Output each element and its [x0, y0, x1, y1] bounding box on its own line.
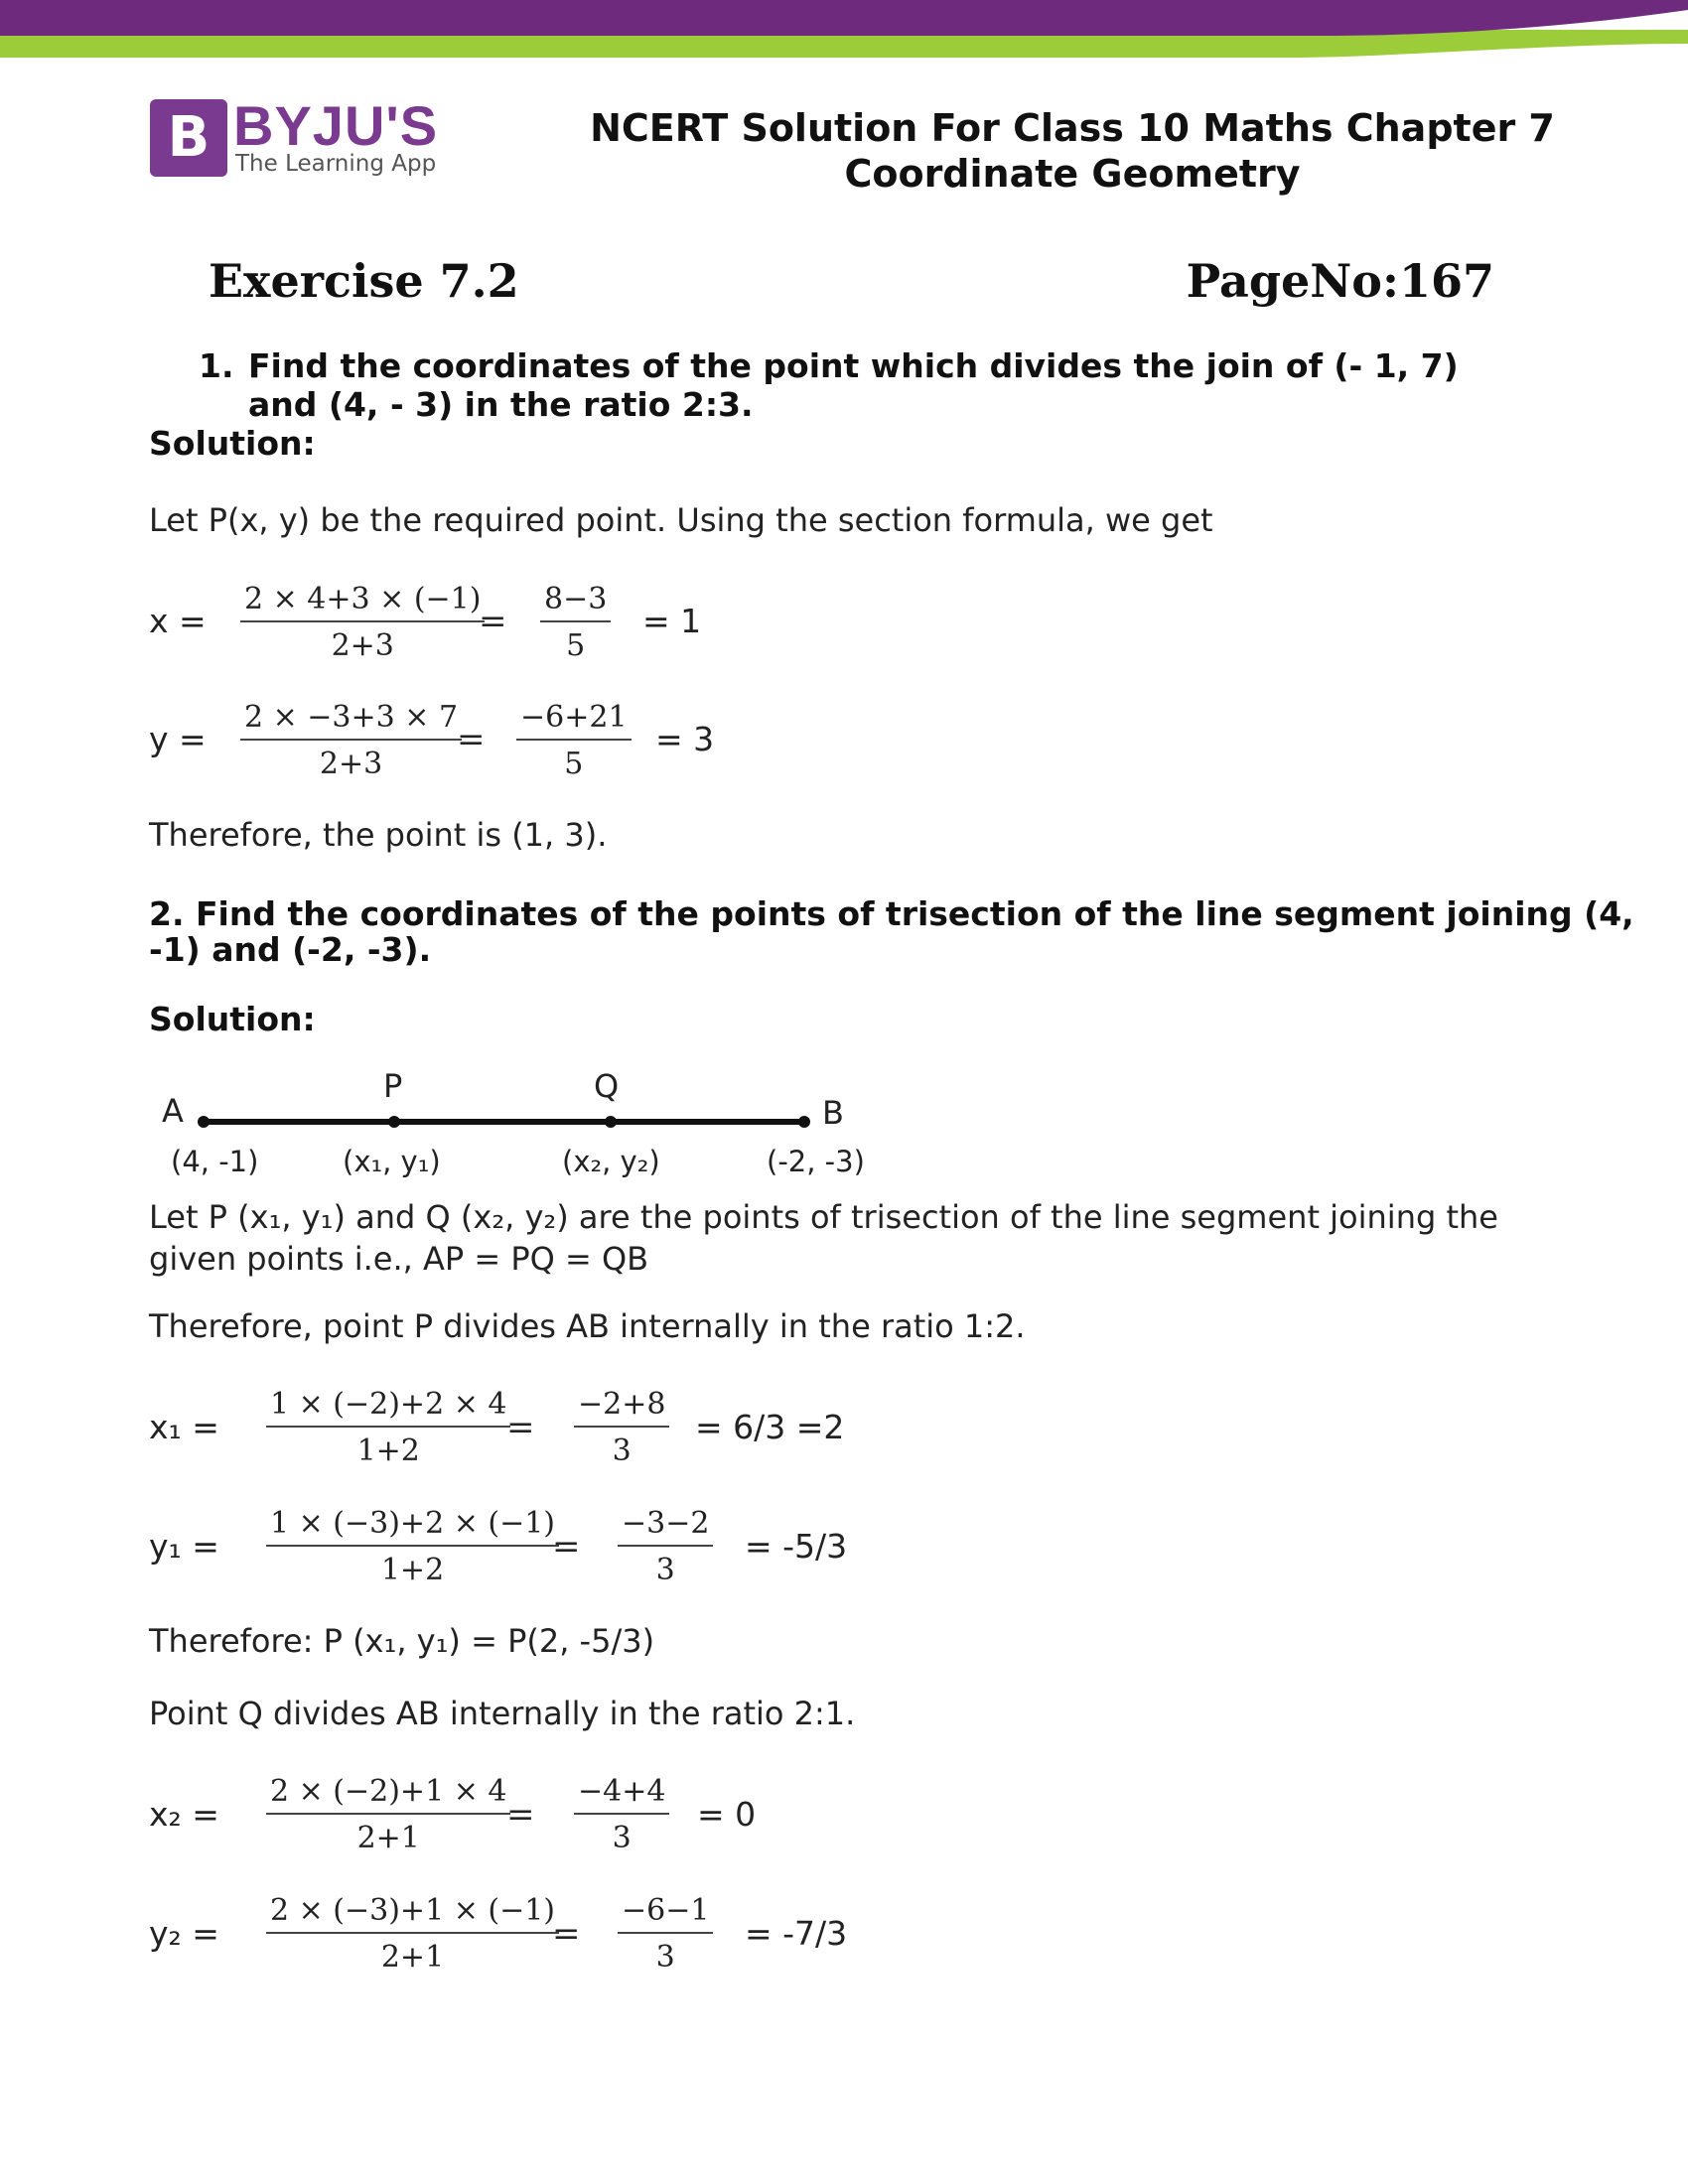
y2-equals: = — [552, 1914, 581, 1954]
x1-numerator-1: 1 × (−2)+2 × 4 — [266, 1387, 510, 1428]
document-title — [556, 105, 1589, 197]
y2-result: = -7/3 — [745, 1914, 848, 1953]
y2-fraction-1 — [266, 1893, 559, 1975]
page-number: PageNo:167 — [1186, 254, 1494, 308]
x2-result: = 0 — [697, 1795, 757, 1834]
y-lhs: y = — [149, 720, 207, 758]
q2-heading-line-1: 2. Find the coordinates of the points of trisection of the line segment joining (4, — [149, 894, 1634, 933]
x-fraction-1 — [240, 582, 485, 663]
y1-denominator-2: 3 — [655, 1553, 675, 1587]
y1-equals: = — [552, 1527, 581, 1567]
q2-intro-line-2: given points i.e., AP = PQ = QB — [149, 1240, 649, 1278]
q1-solution-label: Solution: — [149, 424, 316, 463]
byjus-logo-mark — [150, 99, 227, 177]
y1-numerator-1: 1 × (−3)+2 × (−1) — [266, 1506, 559, 1547]
point-p-dot — [388, 1116, 400, 1128]
title-line-2: Coordinate Geometry — [844, 152, 1301, 196]
header-band — [0, 0, 1688, 62]
y-denominator-2: 5 — [564, 747, 584, 781]
point-b-label: B — [822, 1094, 844, 1132]
y-numerator-2: −6+21 — [516, 700, 632, 741]
point-a-label: A — [162, 1092, 184, 1130]
q1-text-line-2: and (4, - 3) in the ratio 2:3. — [248, 385, 754, 424]
q1-text-line-1: Find the coordinates of the point which divides the join of (- 1, 7) — [248, 346, 1459, 385]
x-lhs: x = — [149, 602, 207, 640]
x1-denominator-1: 1+2 — [356, 1433, 420, 1468]
x2-equals: = — [506, 1795, 535, 1835]
y1-result: = -5/3 — [745, 1527, 848, 1566]
x1-equals: = — [506, 1408, 535, 1447]
x2-lhs: x₂ = — [149, 1795, 219, 1834]
y-result: = 3 — [655, 720, 715, 758]
q2-p-ratio: Therefore, point P divides AB internally in the ratio 1:2. — [149, 1307, 1026, 1345]
q2-intro-line-1: Let P (x₁, y₁) and Q (x₂, y₂) are the points of trisection of the line segment joining the — [149, 1198, 1498, 1236]
q2-q-ratio: Point Q divides AB internally in the ratio 2:1. — [149, 1695, 856, 1732]
y1-numerator-2: −3−2 — [618, 1506, 713, 1547]
point-b-coord: (-2, -3) — [767, 1145, 865, 1178]
y1-lhs: y₁ = — [149, 1527, 219, 1566]
x2-numerator-1: 2 × (−2)+1 × 4 — [266, 1774, 510, 1815]
y-fraction-1 — [240, 700, 462, 781]
title-line-1: NCERT Solution For Class 10 Maths Chapter 7 — [590, 106, 1555, 150]
y2-denominator-2: 3 — [655, 1940, 675, 1975]
q2-solution-label: Solution: — [149, 1000, 316, 1038]
point-a-coord: (4, -1) — [171, 1145, 259, 1178]
x1-denominator-2: 3 — [612, 1433, 632, 1468]
x2-numerator-2: −4+4 — [574, 1774, 669, 1815]
x2-fraction-2 — [574, 1774, 669, 1855]
point-b-dot — [798, 1116, 810, 1128]
x1-result: = 6/3 =2 — [695, 1408, 845, 1446]
x1-numerator-2: −2+8 — [574, 1387, 669, 1428]
x-result: = 1 — [642, 602, 702, 640]
q2-heading-line-2: -1) and (-2, -3). — [149, 930, 432, 969]
y-denominator-1: 2+3 — [319, 747, 383, 781]
y2-numerator-1: 2 × (−3)+1 × (−1) — [266, 1893, 559, 1934]
y2-denominator-1: 2+1 — [380, 1940, 445, 1975]
x-fraction-2 — [540, 582, 611, 663]
y1-denominator-1: 1+2 — [380, 1553, 445, 1587]
q1-conclusion: Therefore, the point is (1, 3). — [149, 816, 608, 854]
y-equals: = — [457, 720, 486, 759]
y1-fraction-1 — [266, 1506, 559, 1587]
logo-wordmark: BYJU'S — [233, 94, 439, 157]
y2-numerator-2: −6−1 — [618, 1893, 713, 1934]
logo-tagline: The Learning App — [235, 151, 437, 177]
x-equals: = — [479, 602, 507, 641]
x2-denominator-2: 3 — [612, 1821, 632, 1855]
q2-p-result: Therefore: P (x₁, y₁) = P(2, -5/3) — [149, 1622, 655, 1660]
y-fraction-2 — [516, 700, 632, 781]
y-numerator-1: 2 × −3+3 × 7 — [240, 700, 462, 741]
point-a-dot — [198, 1116, 210, 1128]
y2-lhs: y₂ = — [149, 1914, 219, 1953]
exercise-title: Exercise 7.2 — [209, 254, 519, 308]
x-numerator-2: 8−3 — [540, 582, 611, 622]
point-q-coord: (x₂, y₂) — [562, 1145, 660, 1178]
q1-number: 1. — [199, 346, 234, 385]
x-numerator-1: 2 × 4+3 × (−1) — [240, 582, 485, 622]
q1-intro: Let P(x, y) be the required point. Using the section formula, we get — [149, 501, 1213, 539]
header-band-purple — [0, 0, 1688, 36]
point-p-coord: (x₁, y₁) — [343, 1145, 441, 1178]
x2-denominator-1: 2+1 — [356, 1821, 420, 1855]
x2-fraction-1 — [266, 1774, 510, 1855]
x1-fraction-1 — [266, 1387, 510, 1468]
x1-fraction-2 — [574, 1387, 669, 1468]
y1-fraction-2 — [618, 1506, 713, 1587]
point-q-label: Q — [594, 1067, 620, 1105]
logo-glyph: B — [167, 105, 211, 170]
x-denominator-1: 2+3 — [331, 628, 394, 663]
x1-lhs: x₁ = — [149, 1408, 219, 1446]
point-p-label: P — [383, 1067, 403, 1105]
x-denominator-2: 5 — [566, 628, 586, 663]
point-q-dot — [605, 1116, 617, 1128]
y2-fraction-2 — [618, 1893, 713, 1975]
line-segment-ab — [204, 1119, 804, 1125]
